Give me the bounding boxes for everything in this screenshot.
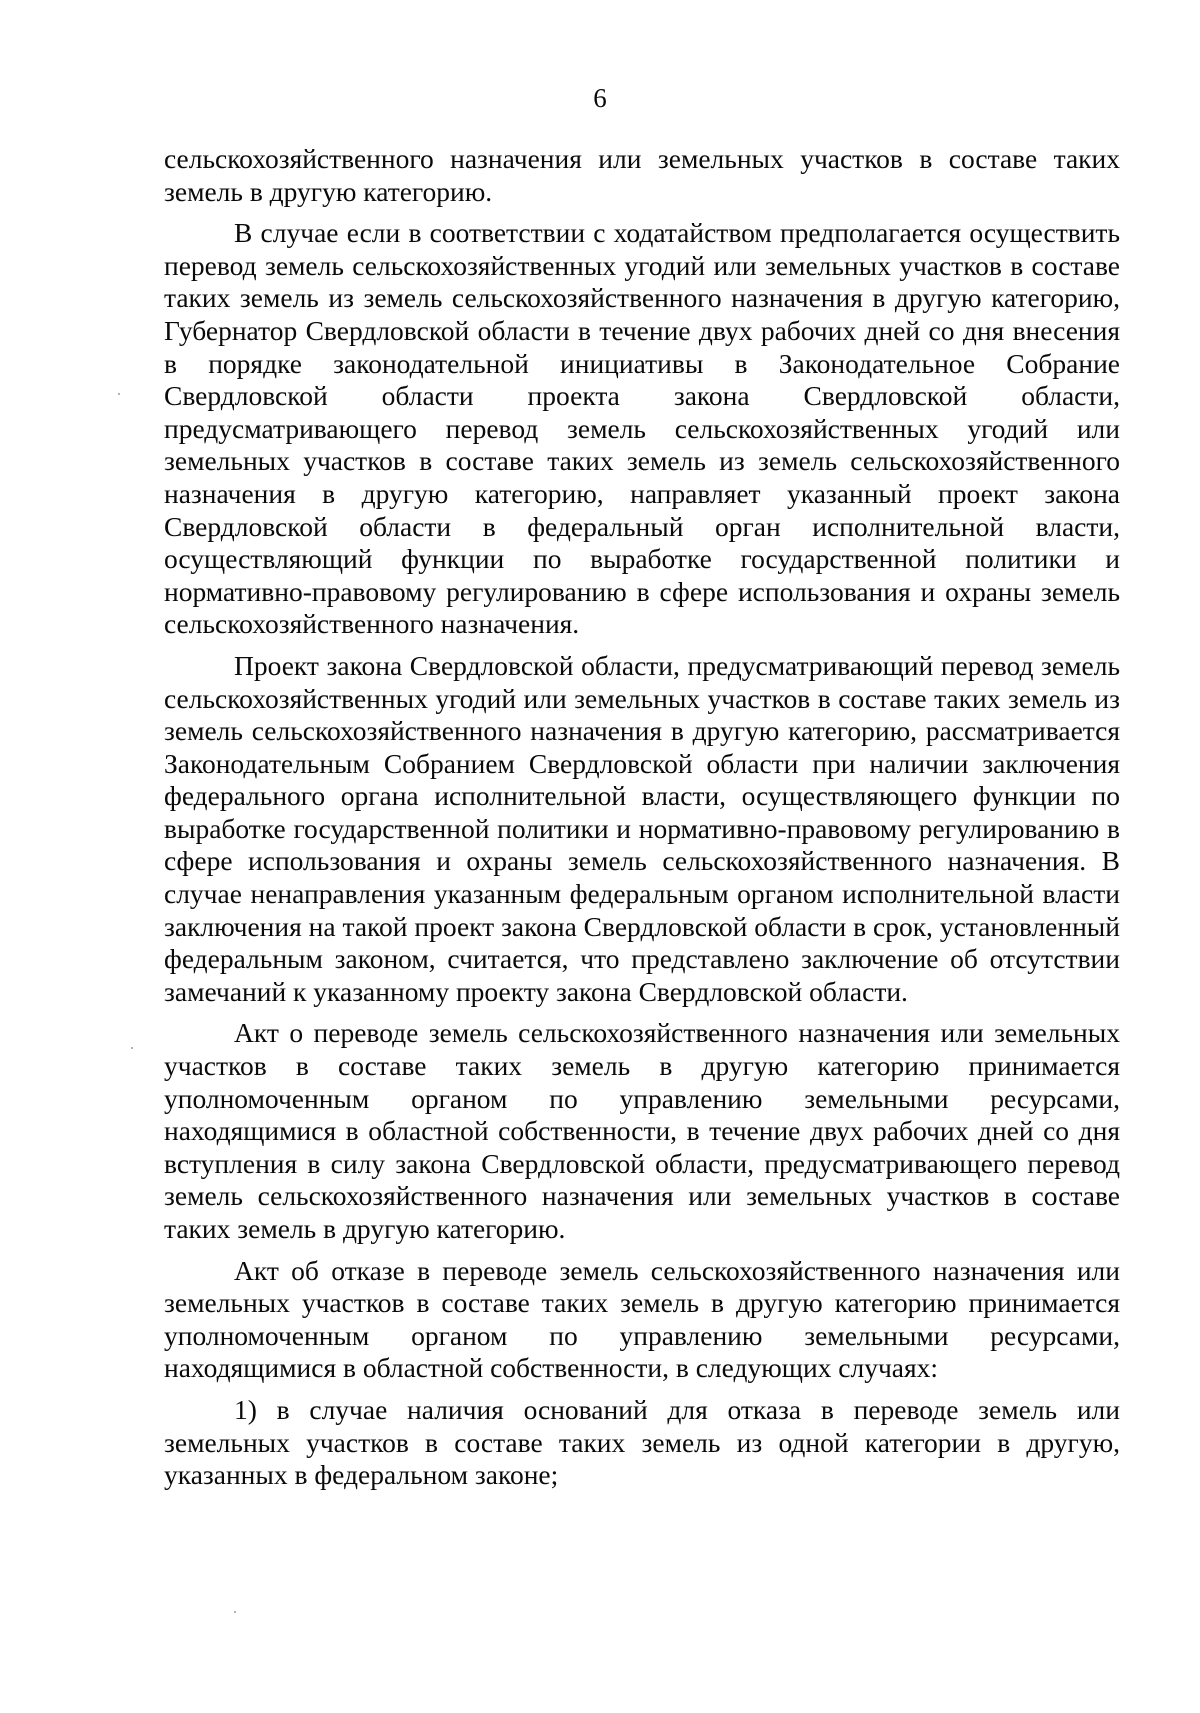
list-item-refusal-grounds-1: 1) в случае наличия оснований для отказа в переводе земель или земельных участков в составе таких земель из одной категории в другую, указанных в федеральном законе;: [164, 1393, 1120, 1491]
scan-artifact-dot: [131, 1047, 133, 1049]
scan-artifact-dot: [118, 393, 120, 395]
paragraph-refusal-act: Акт об отказе в переводе земель сельскохозяйственного назначения или земельных участков в составе таких земель в другую категорию принимается уполномоченным органом по управлению земельными ресурсами, находящимися в областной собственности, в следующих случаях:: [164, 1254, 1120, 1384]
document-body: [164, 143, 1120, 1501]
paragraph-transfer-act: Акт о переводе земель сельскохозяйственного назначения или земельных участков в составе таких земель в другую категорию принимается уполномоченным органом по управлению земельными ресурсами, находящимися в областной собственности, в течение двух рабочих дней со дня вступления в силу закона Свердловской области, предусматривающего перевод земель сельскохозяйственного назначения или земельных участков в составе таких земель в другую категорию.: [164, 1017, 1120, 1244]
page-number: 6: [593, 83, 607, 113]
paragraph-continuation: сельскохозяйственного назначения или земельных участков в составе таких земель в другую категорию.: [164, 143, 1120, 207]
paragraph-draft-law-review: Проект закона Свердловской области, предусматривающий перевод земель сельскохозяйственных угодий или земельных участков в составе таких земель из земель сельскохозяйственного назначения в другую категорию, рассматривается Законодательным Собранием Свердловской области при наличии заключения федерального органа исполнительной власти, осуществляющего функции по выработке государственной политики и нормативно-правовому регулированию в сфере использования и охраны земель сельскохозяйственного назначения. В случае ненаправления указанным федеральным органом исполнительной власти заключения на такой проект закона Свердловской области в срок, установленный федеральным законом, считается, что представлено заключение об отсутствии замечаний к указанному проекту закона Свердловской области.: [164, 649, 1120, 1007]
scan-artifact-dot: [234, 1611, 236, 1613]
paragraph-governor-procedure: В случае если в соответствии с ходатайством предполагается осуществить перевод земель сельскохозяйственных угодий или земельных участков в составе таких земель из земель сельскохозяйственного назначения в другую категорию, Губернатор Свердловской области в течение двух рабочих дней со дня внесения в порядке законодательной инициативы в Законодательное Собрание Свердловской области проекта закона Свердловской области, предусматривающего перевод земель сельскохозяйственных угодий или земельных участков в составе таких земель из земель сельскохозяйственного назначения в другую категорию, направляет указанный проект закона Свердловской области в федеральный орган исполнительной власти, осуществляющий функции по выработке государственной политики и нормативно-правовому регулированию в сфере использования и охраны земель сельскохозяйственного назначения.: [164, 217, 1120, 640]
